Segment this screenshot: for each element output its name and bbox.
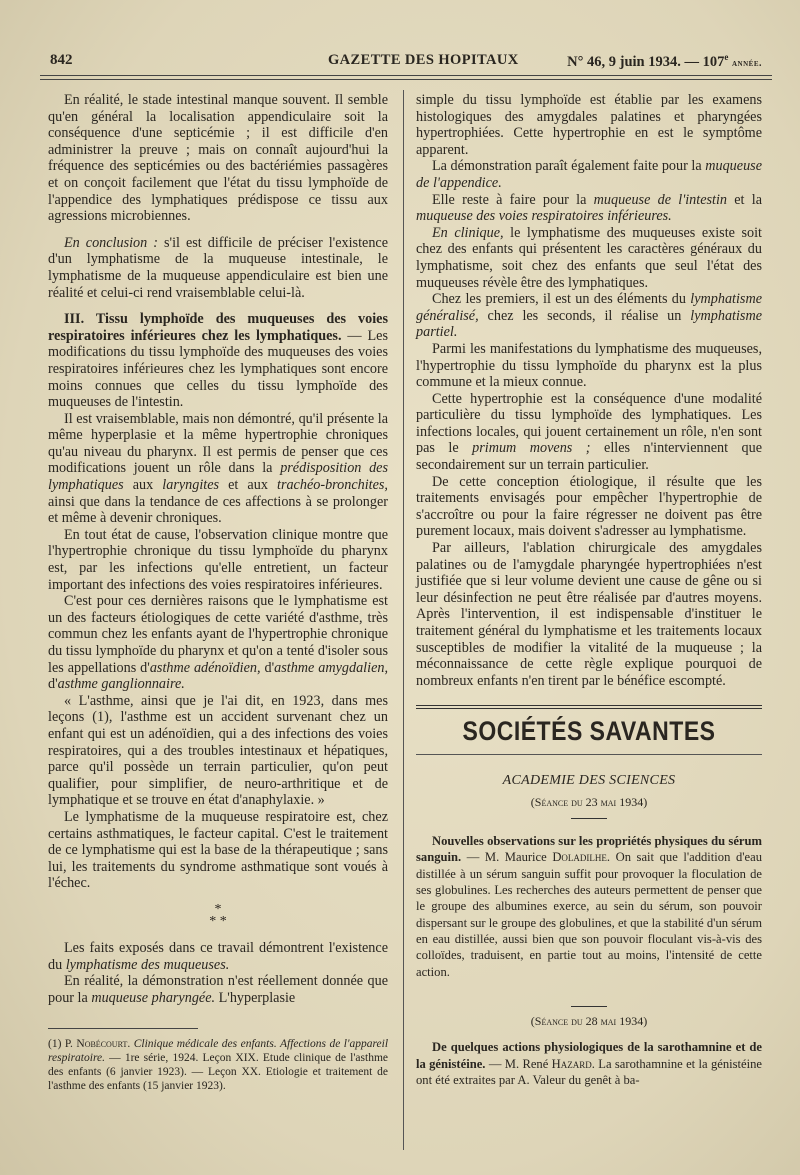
paragraph: En réalité, le stade intestinal manque souvent. Il semble qu'en général la localisation appendiculaire soit la conséquence d'une septicémie ; il est difficile d'en administrer la preuve ; mais on connaît aujourd'hui la fréquence des septicémies ou des bactériémies passagères et on conçoit facilement que l'état du tissu lymphoïde de l'appendice des lymphatiques prédispose ce tissu aux agressions microbiennes. — [48, 92, 388, 225]
paragraph: En réalité, la démonstration n'est réellement donnée que pour la muqueuse pharyngée. L'hyperplasie — [48, 973, 388, 1006]
short-rule — [571, 818, 607, 819]
paragraph: En clinique, le lymphatisme des muqueuses existe soit chez des enfants qui présentent les caractères généraux du lymphatisme, soit chez des enfants que seul l'état des muqueuses révèle être des lymphatiques. — [416, 224, 762, 291]
section-rule — [416, 705, 762, 709]
paragraph: Parmi les manifestations du lymphatisme des muqueuses, l'hypertrophie du tissu lymphoïde du pharynx est la plus commune et la mieux connue. — [416, 340, 762, 391]
paragraph: En conclusion : s'il est difficile de préciser l'existence d'un lymphatisme de la muqueuse intestinale, le lymphatisme de la muqueuse appendiculaire est bien une réalité et celui-ci rend vraisemblable celui-là. — [48, 234, 389, 301]
seance-date: (Séance du 28 mai 1934) — [530, 1013, 648, 1028]
header-rule-2 — [40, 79, 772, 80]
paragraph: Cette hypertrophie est la conséquence d'une modalité particulière du tissu lymphoïde des lymphatiques. Les infections locales, qui jouent certainement un rôle, n'en sont pas le primum movens ; elles n'interviennent que secondairement sur un terrain particulier. — [416, 390, 762, 474]
section-title-rule — [416, 754, 762, 755]
paragraph: Le lymphatisme de la muqueuse respiratoire est, chez certains asthmatiques, le facteur capital. C'est le traitement de ce lymphatisme qui est la base de la thérapeutique ; sans lui, les traitements du syndrome asthmatique sont voués à l'échec. — [48, 808, 388, 892]
issue-info: N° 46, 9 juin 1934. — 107e année. — [567, 52, 762, 70]
footnote-rule — [48, 1028, 198, 1029]
paragraph: De cette conception étiologique, il résulte que les traitements envisagés pour empêcher l'hypertrophie de s'accroître ou pour la faire régresser ne doivent pas être purement locaux, mais doivent s'adresser au lymphatisme. — [416, 473, 762, 540]
paragraph: La démonstration paraît également faite pour la muqueuse de l'appendice. — [416, 158, 762, 191]
right-column — [416, 92, 762, 1088]
paragraph: simple du tissu lymphoïde est établie par les examens histologiques des amygdales palatines et pharyngées hypertrophiées. Cette hypertrophie en est le symptôme apparent. — [416, 92, 762, 158]
paragraph: Il est vraisemblable, mais non démontré, qu'il présente la même hyperplasie et la même hypertrophie chroniques qu'au niveau du pharynx. Il est permis de penser que ces modifications jouent un rôle dans la prédisposition des lymphatiques aux laryngites et aux trachéo-bronchites, ainsi que dans la tendance de ces affections à se prolonger et même à devenir chroniques. — [48, 410, 388, 527]
paragraph: Par ailleurs, l'ablation chirurgicale des amygdales palatines ou de l'amygdale pharyngée hypertrophiées n'est justifiée que si leur volume devient une cause de gêne ou si leur désinfection ne peut être réalisée par d'autres moyens. Après l'intervention, il est indispensable d'instituer le traitement général du lymphatisme et les traitements locaux susceptibles de modifier la vitalité de la muqueuse ; la méconnaissance de cette règle explique pourquoi de nombreux enfants n'en tirent par le bénéfice escompté. — [416, 540, 762, 689]
section-heading: III. Tissu lymphoïde des muqueuses des voies respiratoires inférieures chez les lymphatiques. — [48, 311, 388, 344]
paragraph: En tout état de cause, l'observation clinique montre que l'hypertrophie chronique du tissu lymphoïde du pharynx est, par les infections qu'elle entretient, un facteur important des infections des voies respiratoires inférieures. — [48, 526, 388, 593]
seance-date: (Séance du 23 mai 1934) — [530, 794, 648, 809]
asterism: * * * — [209, 901, 227, 929]
section-title: SOCIÉTÉS SAVANTES — [462, 716, 716, 747]
running-header — [40, 52, 772, 72]
header-rule — [40, 75, 772, 76]
quotation: « L'asthme, ainsi que je l'ai dit, en 1923, dans mes leçons (1), l'asthme est un accident survenant chez un enfant qui est un adénoïdien, qui a des infections des voies respiratoires, qui a des troubles intestinaux et hépatiques, parce qu'il possède un terrain particulier, qu'on peut qualifier, pour simplifier, de neuro-arthritique et de lymphatique et se trouve en état d'anaphylaxie. » — [48, 692, 388, 809]
paragraph: Les faits exposés dans ce travail démontrent l'existence du lymphatisme des muqueuses. — [48, 939, 388, 973]
communication: Nouvelles observations sur les propriétés physiques du sérum sanguin. — M. Maurice Doladilhe. On sait que l'addition d'eau distillée à un sérum sanguin suffit pour provoquer la floculation de ses globulines. Les recherches des auteurs permettent de penser que le groupe des albumines exerce, au sein du sérum, son pouvoir dispersant sur le groupe des globulines, et que la stabilité d'un sérum en eau distillée, aussi bien que son pouvoir floculant vis-à-vis des colloïdes, traduisent, en partie tout au moins, l'intensité de cette action. — [416, 834, 763, 979]
journal-title: GAZETTE DES HOPITAUX — [328, 52, 519, 68]
left-column — [48, 92, 388, 1093]
paragraph: Elle reste à faire pour la muqueuse de l'intestin et la muqueuse des voies respiratoires inférieures. — [416, 191, 762, 225]
academie-heading: ACADEMIE DES SCIENCES — [502, 772, 676, 788]
page-number: 842 — [50, 52, 73, 68]
section-heading-paragraph: III. Tissu lymphoïde des muqueuses des voies respiratoires inférieures chez les lymphatiques. — Les modifications du tissu lymphoïde des muqueuses des voies respiratoires inférieures chez les lymphatiques sont encore moins connues que celles du tissu lymphoïde des muqueuses de l'intestin. — [48, 311, 388, 411]
column-divider — [403, 90, 404, 1150]
paragraph: C'est pour ces dernières raisons que le lymphatisme est un des facteurs étiologiques de cette variété d'asthme, très commun chez les enfants ayant de l'hypertrophie chronique du tissu lymphoïde du pharynx et qu'on a tenté d'isoler sous les appellations d'asthme adénoïdien, d'asthme amygdalien, d'asthme ganglionnaire. — [48, 593, 389, 693]
footnote: (1) P. Nobécourt. Clinique médicale des enfants. Affections de l'appareil respiratoire. — 1re série, 1924. Leçon XIX. Etude clinique de l'asthme des enfants (6 janvier 1923). — Leçon XX. Etiologie et traitement de l'asthme des enfants (15 janvier 1923). — [48, 1038, 389, 1093]
communication: De quelques actions physiologiques de la sarothamnine et de la génistéine. — M. René Hazard. La sarothamnine et la génistéine ont été extraites par A. Valeur du genêt à ba- — [416, 1040, 763, 1088]
short-rule — [571, 1006, 607, 1007]
paragraph: Chez les premiers, il est un des éléments du lymphatisme généralisé, chez les seconds, il réalise un lymphatisme partiel. — [416, 291, 762, 341]
